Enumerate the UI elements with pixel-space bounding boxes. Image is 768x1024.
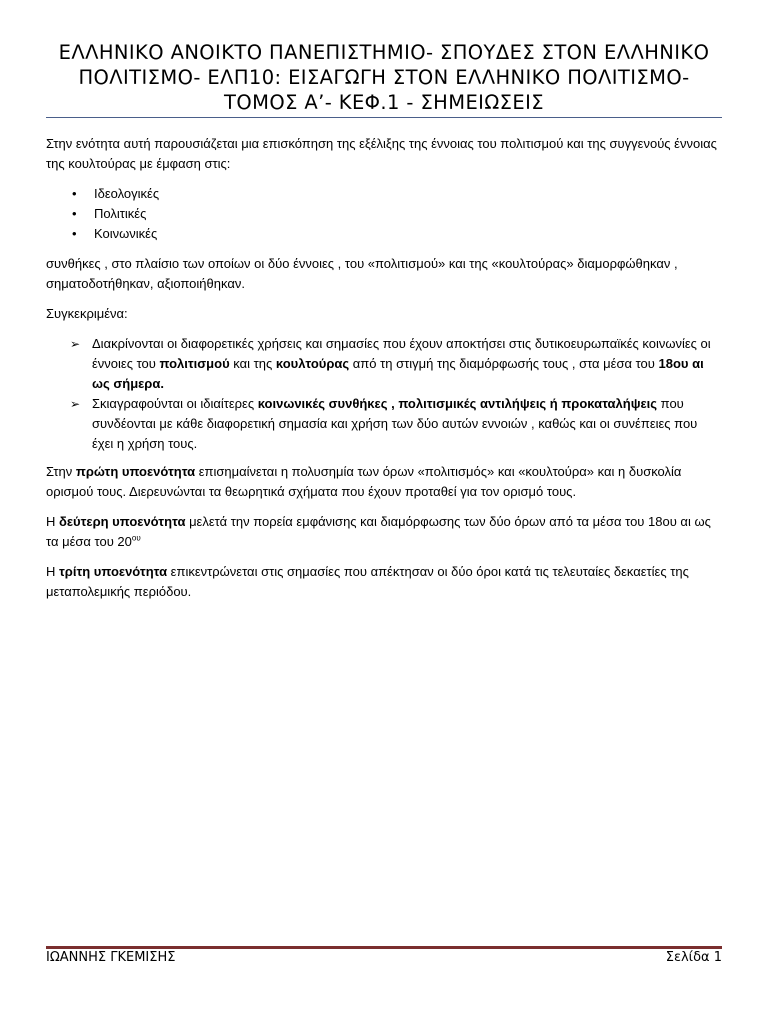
second-subsection-paragraph: Η δεύτερη υποενότητα μελετά την πορεία εμφάνισης και διαμόρφωσης των δύο όρων από τα μέσα του 18ου αι ως τα μέσα του $20^{o\upsilon}$ bbox=[46, 514, 711, 549]
conditions-paragraph: συνθήκες , στο πλαίσιο των οποίων οι δύο έννοιες , του «πολιτισμού» και της «κουλτούρας» διαμορφώθηκαν , σηματοδοτήθηκαν, αξιοποιήθηκαν. bbox=[46, 256, 678, 291]
specifically-label: Συγκεκριμένα: bbox=[46, 306, 128, 321]
document-body bbox=[46, 134, 722, 612]
first-subsection-paragraph: Στην πρώτη υποενότητα επισημαίνεται η πολυσημία των όρων «πολιτισμός» και «κουλτούρα» και η δυσκολία ορισμού τους. Διερευνώνται τα θεωρητικά σχήματα που έχουν προταθεί για τον ορισμό τους. bbox=[46, 464, 682, 499]
bullet-icon: • bbox=[72, 226, 77, 241]
arrow-bullet-icon: ➢ bbox=[70, 397, 81, 411]
list-item: • Πολιτικές bbox=[46, 204, 722, 224]
bullet-list bbox=[46, 184, 722, 244]
page-number: Σελίδα 1 bbox=[665, 950, 722, 965]
footer-divider bbox=[46, 946, 722, 949]
third-subsection-paragraph: Η τρίτη υποενότητα επικεντρώνεται στις σημασίες που απέκτησαν οι δύο όροι κατά τις τελευταίες δεκαετίες της μεταπολεμικής περιόδου. bbox=[46, 564, 689, 599]
document-header bbox=[40, 40, 728, 115]
list-item: ➢ Διακρίνονται οι διαφορετικές χρήσεις και σημασίες που έχουν αποκτήσει στις δυτικοευρωπαϊκές κοινωνίες οι έννοιες του πολιτισμού και της κουλτούρας από τη στιγμή της διαμόρφωσής τους , στα μέσα του 18ου αι ως σήμερα. bbox=[70, 336, 711, 391]
document-title: ΕΛΛΗΝΙΚΟ ΑΝΟΙΚΤΟ ΠΑΝΕΠΙΣΤΗΜΙΟ- ΣΠΟΥΔΕΣ ΣΤΟΝ ΕΛΛΗΝΙΚΟ ΠΟΛΙΤΙΣΜΟ- ΕΛΠ10: ΕΙΣΑΓΩΓΗ ΣΤΟΝ ΕΛΛΗΝΙΚΟ ΠΟΛΙΤΙΣΜΟ- ΤΟΜΟΣ Α’- ΚΕΦ.1 - ΣΗΜΕΙΩΣΕΙΣ bbox=[58, 41, 710, 114]
intro-paragraph: Στην ενότητα αυτή παρουσιάζεται μια επισκόπηση της εξέλιξης της έννοιας του πολιτισμού και της συγγενούς έννοιας της κουλτούρας με έμφαση στις: bbox=[46, 136, 717, 171]
header-divider bbox=[46, 117, 722, 118]
bullet-icon: • bbox=[72, 186, 77, 201]
arrow-bullet-icon: ➢ bbox=[70, 337, 81, 351]
list-item: • Κοινωνικές bbox=[46, 224, 722, 244]
bullet-icon: • bbox=[72, 206, 77, 221]
list-item: ➢ Σκιαγραφούνται οι ιδιαίτερες κοινωνικές συνθήκες , πολιτισμικές αντιλήψεις ή προκαταλήψεις που συνδέονται με κάθε διαφορετική σημασία και χρήση των δύο αυτών εννοιών , καθώς και οι συνέπειες που έχει η χρήση τους. bbox=[70, 396, 698, 451]
footer-author: ΙΩΑΝΝΗΣ ΓΚΕΜΙΣΗΣ bbox=[46, 950, 176, 965]
arrow-list bbox=[46, 334, 722, 454]
list-item: • Ιδεολογικές bbox=[46, 184, 722, 204]
